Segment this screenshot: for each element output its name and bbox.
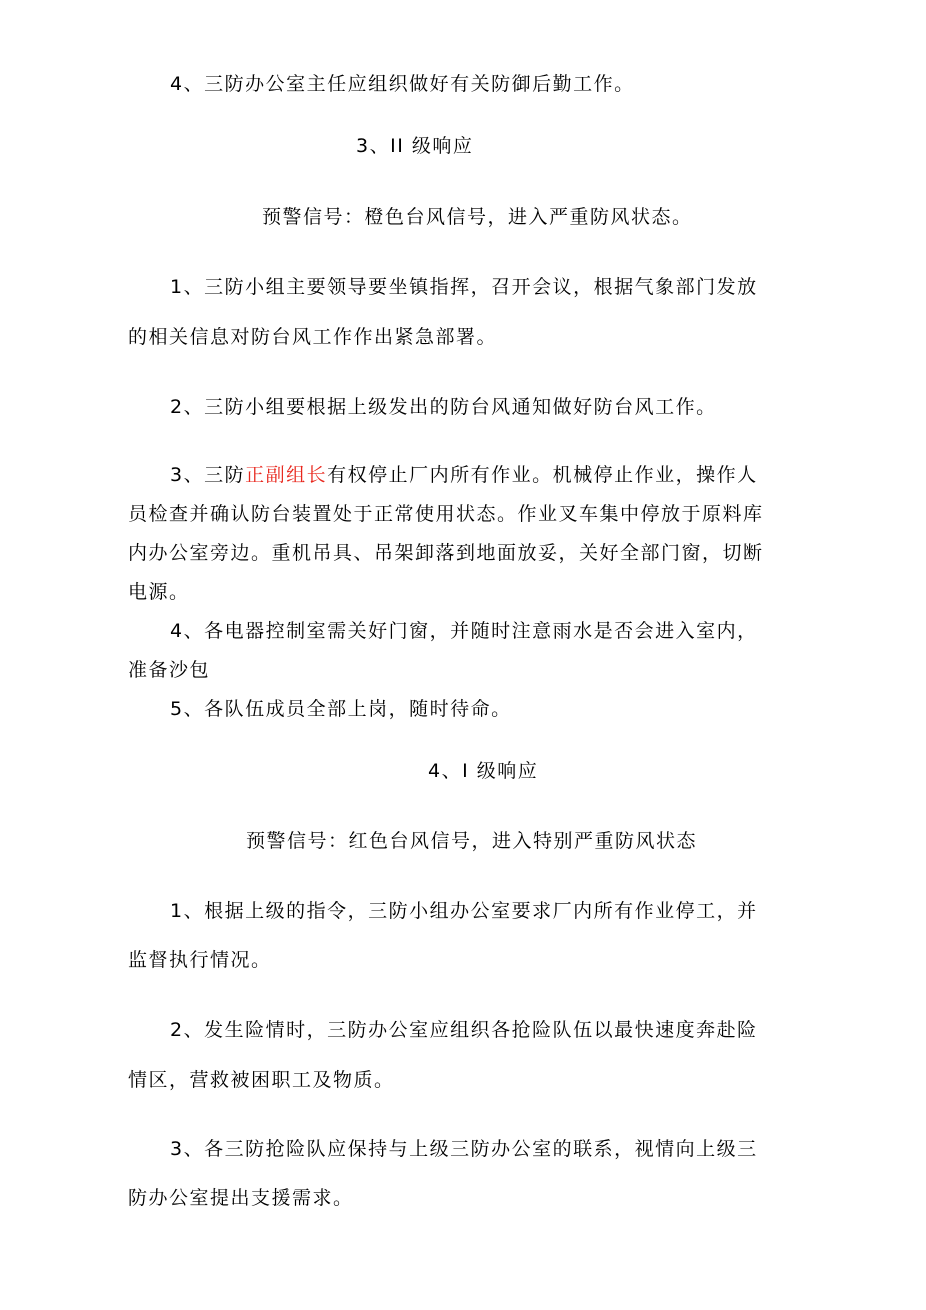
paragraph-line: 员检查并确认防台装置处于正常使用状态。作业叉车集中停放于原料库 [128,503,764,525]
paragraph-line: 准备沙包 [128,659,211,681]
paragraph-line: 2、发生险情时，三防办公室应组织各抢险队伍以最快速度奔赴险 [170,1019,758,1041]
paragraph-line: 的相关信息对防台风工作作出紧急部署。 [128,326,498,348]
paragraph-line: 防办公室提出支援需求。 [128,1187,354,1209]
paragraph-text: 有权停止厂内所有作业。机械停止作业，操作人 [327,464,758,486]
paragraph-line: 3、各三防抢险队应保持与上级三防办公室的联系，视情向上级三 [170,1138,758,1160]
paragraph-line: 1、三防小组主要领导要坐镇指挥，召开会议，根据气象部门发放 [170,276,758,298]
paragraph-line: 电源。 [128,581,190,603]
paragraph-line: 4、三防办公室主任应组织做好有关防御后勤工作。 [170,73,635,95]
section-heading-level-1: 4、I 级响应 [428,760,539,782]
section-heading-level-2: 3、II 级响应 [356,135,474,157]
warning-signal-level-2: 预警信号：橙色台风信号，进入严重防风状态。 [262,206,693,228]
paragraph-line: 监督执行情况。 [128,949,272,971]
paragraph-line: 情区，营救被困职工及物质。 [128,1069,395,1091]
paragraph-line: 2、三防小组要根据上级发出的防台风通知做好防台风工作。 [170,396,717,418]
paragraph-text: 3、三防 [170,464,246,486]
paragraph-line: 1、根据上级的指令，三防小组办公室要求厂内所有作业停工，并 [170,900,758,922]
paragraph-line: 4、各电器控制室需关好门窗，并随时注意雨水是否会进入室内， [170,620,758,642]
highlighted-text: 正副组长 [245,464,328,486]
warning-signal-level-1: 预警信号：红色台风信号，进入特别严重防风状态 [246,830,698,852]
paragraph-line: 5、各队伍成员全部上岗，随时待命。 [170,698,512,720]
paragraph-line [170,463,758,487]
paragraph-line: 内办公室旁边。重机吊具、吊架卸落到地面放妥，关好全部门窗，切断 [128,542,764,564]
